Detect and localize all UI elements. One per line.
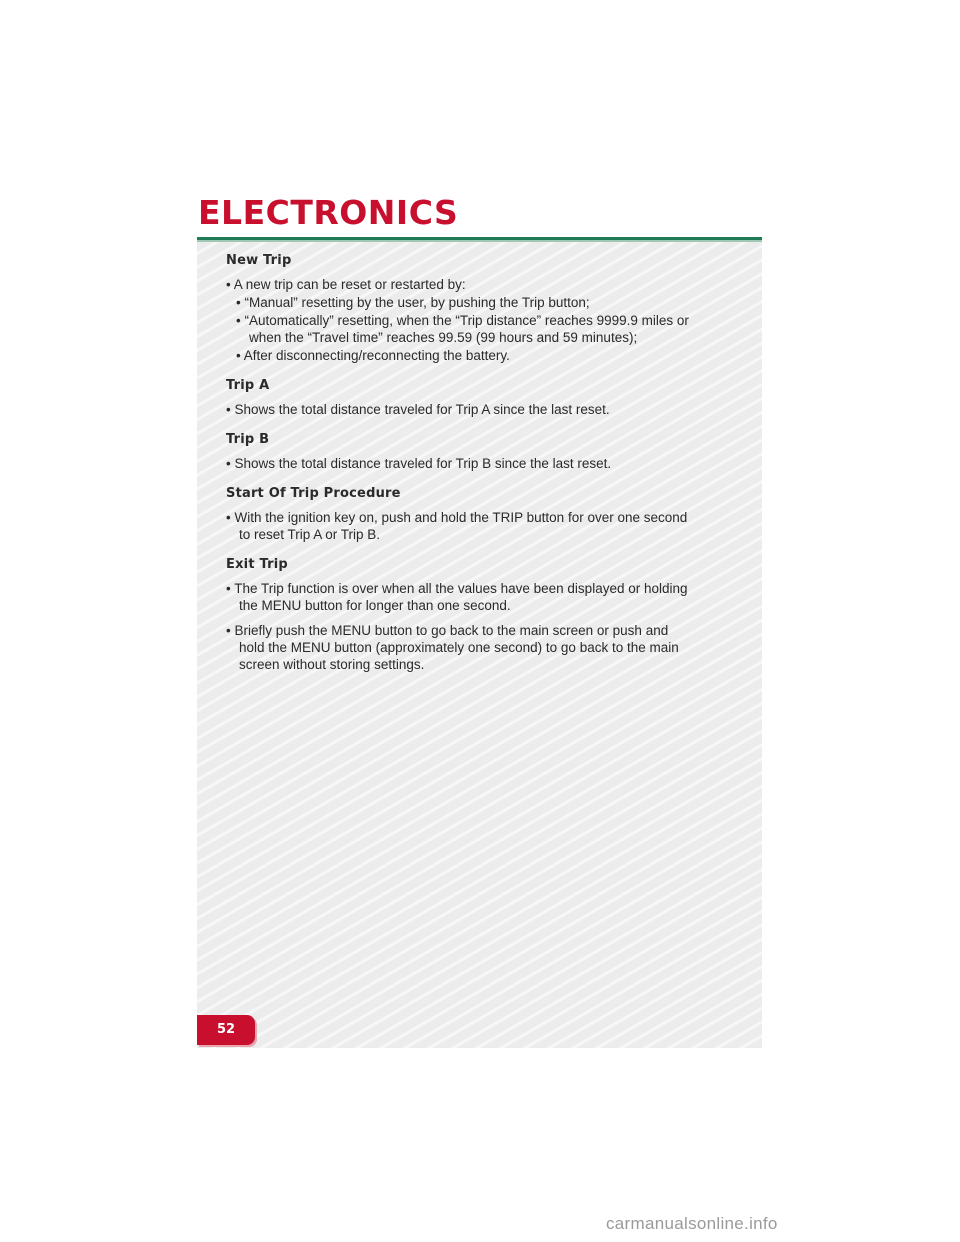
heading-start-of-trip: Start Of Trip Procedure — [226, 486, 401, 501]
bullet-item: • A new trip can be reset or restarted by: — [226, 277, 466, 292]
bullet-item: • The Trip function is over when all the values have been displayed or holding the MENU button for longer than one second. — [226, 581, 688, 613]
sub-bullet-item: • “Automatically” resetting, when the “Trip distance” reaches 9999.9 miles or when the “Travel time” reaches 99.59 (99 hours and 59 minutes); — [236, 313, 689, 345]
section-trip-b — [226, 431, 696, 472]
section-trip-a — [226, 377, 696, 418]
page-number: 52 — [197, 1015, 255, 1045]
heading-trip-b: Trip B — [226, 432, 270, 447]
section-title: ELECTRONICS — [198, 193, 459, 232]
bullet-item: • With the ignition key on, push and hold the TRIP button for over one second to reset Trip A or Trip B. — [226, 510, 688, 542]
bullet-item: • Briefly push the MENU button to go back to the main screen or push and hold the MENU button (approximately one second) to go back to the main screen without storing settings. — [226, 623, 679, 672]
section-divider — [197, 237, 762, 242]
sub-bullet-item: • “Manual” resetting by the user, by pushing the Trip button; — [236, 295, 590, 310]
section-start-of-trip — [226, 485, 696, 543]
section-new-trip — [226, 252, 696, 364]
heading-trip-a: Trip A — [226, 378, 270, 393]
heading-new-trip: New Trip — [226, 253, 292, 268]
sub-bullet-item: • After disconnecting/reconnecting the battery. — [236, 348, 510, 363]
page-content — [226, 252, 696, 686]
watermark: carmanualsonline.info — [606, 1214, 778, 1233]
heading-exit-trip: Exit Trip — [226, 557, 288, 572]
section-exit-trip — [226, 556, 696, 673]
bullet-item: • Shows the total distance traveled for Trip A since the last reset. — [226, 402, 610, 417]
bullet-item: • Shows the total distance traveled for Trip B since the last reset. — [226, 456, 612, 471]
